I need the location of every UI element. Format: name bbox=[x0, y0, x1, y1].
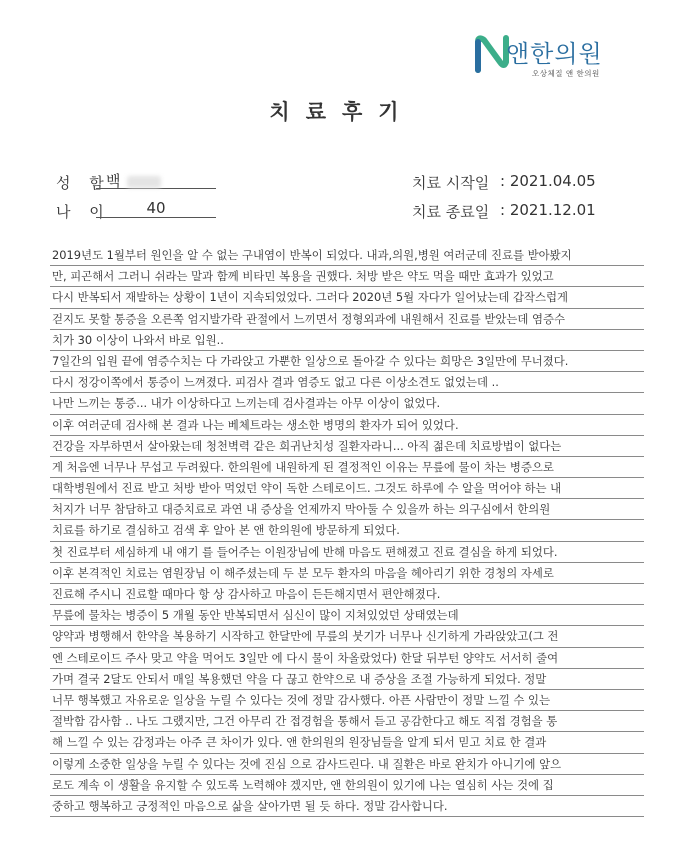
end-date-value: : 2021.12.01 bbox=[500, 201, 596, 219]
review-line: 2019년도 1월부터 원인을 알 수 없는 구내염이 반복이 되었다. 내과,의원,병원 여러군데 진료를 받아봤지 bbox=[50, 245, 644, 266]
review-line: 이렇게 소중한 일상을 누릴 수 있다는 것에 진심 으로 감사드린다. 내 질환은 바로 완치가 아니기에 앞으 bbox=[50, 754, 644, 775]
review-line: 치가 30 이상이 나와서 바로 입원.. bbox=[50, 330, 644, 351]
start-date-value: : 2021.04.05 bbox=[500, 172, 596, 190]
review-line: 가며 결국 2달도 안되서 매일 복용했던 약을 다 끊고 한약으로 내 증상을 조절 가능하게 되었다. 정말 bbox=[50, 669, 644, 690]
review-line: 중하고 행복하고 긍정적인 마음으로 삶을 살아가면 될 듯 하다. 정말 감사합니다. bbox=[50, 796, 644, 817]
review-line: 이후 본격적인 치료는 염원장님 이 해주셨는데 두 분 모두 환자의 마음을 헤아리기 위한 경청의 자세로 bbox=[50, 563, 644, 584]
review-line: 치료를 하기로 결심하고 검색 후 알아 본 앤 한의원에 방문하게 되었다. bbox=[50, 520, 644, 541]
review-line: 엔 스테로이드 주사 맞고 약을 먹어도 3일만 에 다시 물이 차올랐었다) 한달 뒤부턴 양약도 서서히 줄여 bbox=[50, 648, 644, 669]
review-line: 다시 반복되서 재발하는 상황이 1년이 지속되었었다. 그러다 2020년 5월 자다가 일어났는데 갑작스럽게 bbox=[50, 287, 644, 308]
review-line: 대학병원에서 진료 받고 처방 받아 먹었던 약이 독한 스테로이드. 그것도 하루에 수 알을 먹어야 하는 내 bbox=[50, 478, 644, 499]
clinic-logo-subtitle: 오상체질 앤 한의원 bbox=[532, 69, 600, 78]
review-line: 로도 계속 이 생활을 유지할 수 있도록 노력해야 겠지만, 앤 한의원이 있기에 나는 열심히 사는 것에 집 bbox=[50, 775, 644, 796]
review-line: 양약과 병행해서 한약을 복용하기 시작하고 한달만에 무릎의 붓기가 너무나 신기하게 가라앉았고(그 전 bbox=[50, 626, 644, 647]
review-line: 게 처음엔 너무나 무섭고 두려웠다. 한의원에 내원하게 된 결정적인 이유는 무릎에 물이 차는 병증으로 bbox=[50, 457, 644, 478]
review-line: 걷지도 못할 통증을 오른쪽 엄지발가락 관절에서 느끼면서 정형외과에 내원해서 진료를 받았는데 염증수 bbox=[50, 309, 644, 330]
start-date-label: 치료 시작일 bbox=[412, 174, 490, 192]
review-line: 7일간의 입원 끝에 염증수치는 다 가라앉고 가뿐한 일상으로 돌아갈 수 있다는 희망은 3일만에 무너졌다. bbox=[50, 351, 644, 372]
review-line: 건강을 자부하면서 살아왔는데 청천벽력 같은 희귀난치성 질환자라니... 아직 젊은데 치료방법이 없다는 bbox=[50, 436, 644, 457]
age-field bbox=[96, 199, 216, 218]
review-body bbox=[50, 245, 644, 817]
end-date-label: 치료 종료일 bbox=[412, 203, 490, 221]
review-line: 처지가 너무 참담하고 대증치료로 과연 내 증상을 언제까지 막아둘 수 있을까 하는 의구심에서 한의원 bbox=[50, 499, 644, 520]
name-field bbox=[96, 170, 216, 189]
review-line: 첫 진료부터 세심하게 내 얘기 를 들어주는 이원장님에 반해 마음도 편해졌고 진료 결심을 하게 되었다. bbox=[50, 542, 644, 563]
review-line: 이후 여러군데 검사해 본 결과 나는 베체트라는 생소한 병명의 환자가 되어 있었다. bbox=[50, 415, 644, 436]
review-line: 절박함 감사함 .. 나도 그랬지만, 그건 아무리 간 접경험을 통해서 듣고 공감한다고 해도 직접 경험을 통 bbox=[50, 711, 644, 732]
age-value: 40 bbox=[146, 199, 166, 217]
review-line: 해 느낄 수 있는 감정과는 아주 큰 차이가 있다. 앤 한의원의 원장님들을 알게 되서 믿고 치료 한 결과 bbox=[50, 732, 644, 753]
page-title: 치료후기 bbox=[269, 100, 415, 124]
review-line: 나만 느끼는 통증... 내가 이상하다고 느끼는데 검사결과는 아무 이상이 없었다. bbox=[50, 393, 644, 414]
review-line: 진료해 주시니 진료할 때마다 항 상 감사하고 마음이 든든해지면서 편안해졌다. bbox=[50, 584, 644, 605]
name-redaction bbox=[127, 176, 161, 188]
name-value: 백 bbox=[106, 172, 121, 190]
review-line: 무릎에 물차는 병증이 5 개월 동안 반복되면서 심신이 많이 지쳐있었던 상태였는데 bbox=[50, 605, 644, 626]
review-line: 너무 행복했고 자유로운 일상을 누릴 수 있다는 것에 정말 감사했다. 아픈 사람만이 정말 느낄 수 있는 bbox=[50, 690, 644, 711]
review-line: 만, 피곤해서 그러니 쉬라는 말과 함께 비타민 복용을 권했다. 처방 받은 약도 먹을 때만 효과가 있었고 bbox=[50, 266, 644, 287]
review-line: 다시 정강이쪽에서 통증이 느껴졌다. 피검사 결과 염증도 없고 다른 이상소견도 없었는데 .. bbox=[50, 372, 644, 393]
name-label: 성 함 bbox=[56, 174, 111, 192]
clinic-logo-name: 앤한의원 bbox=[506, 40, 603, 68]
clinic-logo bbox=[472, 28, 642, 84]
age-label: 나 이 bbox=[56, 203, 111, 221]
